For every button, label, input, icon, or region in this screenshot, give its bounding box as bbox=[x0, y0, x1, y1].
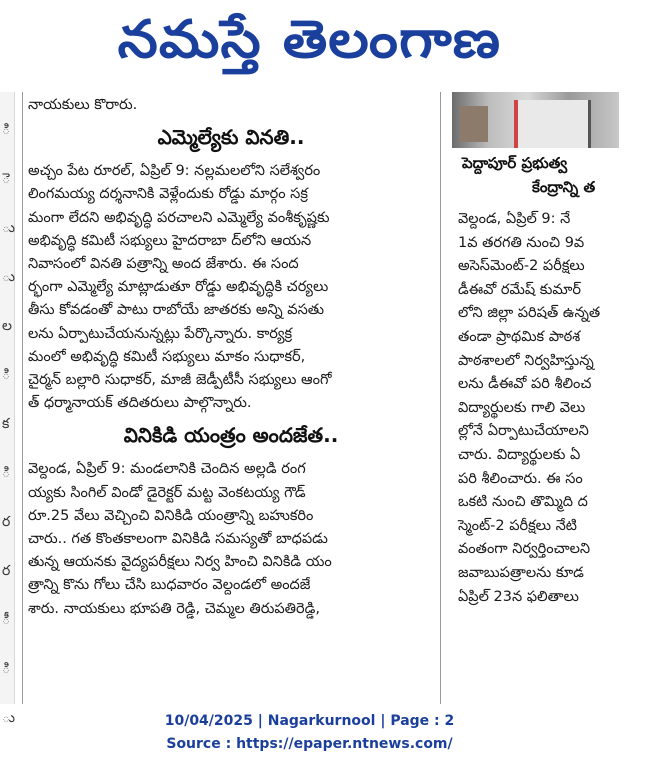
story-heading: కేంద్రాన్ని త bbox=[532, 178, 596, 196]
text-line: లను డీఈవో పరి శీలించ bbox=[458, 376, 592, 393]
edge-fragment: క bbox=[2, 416, 10, 432]
edge-fragment: ల bbox=[2, 318, 12, 334]
text-line: య్యకు సింగిల్ విండో డైరెక్టర్ మట్ట వెంకటయ్య గౌడ్ bbox=[28, 484, 306, 501]
main-article-column bbox=[28, 92, 434, 704]
text-line: ఒకటి నుంచి తొమ్మిది ద bbox=[458, 494, 588, 511]
text-line: త్రాన్ని కొను గోలు చేసి బుధవారం వెల్దండలో అందజే bbox=[28, 577, 311, 594]
text-line: వెల్దండ, ఏప్రిల్ 9: నే bbox=[458, 211, 571, 227]
text-line: ఏప్రిల్ 23న ఫలితాలు bbox=[458, 588, 579, 605]
masthead bbox=[0, 0, 619, 92]
edge-fragment: ు bbox=[2, 220, 15, 236]
text-line: లను ఏర్పాటుచేయనున్నట్లు పేర్కొన్నారు. కార్యక్ర bbox=[28, 325, 293, 342]
text-line: ర్భంగా ఎమ్మెల్యే మాట్లాడుతూ రోడ్డు అభివృద్ధికి చర్యలు bbox=[28, 279, 329, 296]
right-article-column bbox=[446, 92, 619, 704]
edge-fragment: ె bbox=[2, 171, 11, 187]
column-divider bbox=[22, 92, 23, 704]
text-line: స్మెంట్-2 పరీక్షలు నేటి bbox=[458, 517, 577, 534]
text-line: మంలో అభివృద్ధి కమిటీ సభ్యులు మాకం సుధాకర్, bbox=[28, 348, 306, 365]
story-heading: పెద్దాపూర్ ప్రభుత్వ bbox=[462, 154, 568, 172]
edge-fragment: ర bbox=[2, 563, 11, 579]
text-line: పరి శీలించారు. ఈ సం bbox=[458, 470, 583, 487]
column-divider bbox=[440, 92, 441, 704]
text-line: వంతంగా నిర్వర్తించాలని bbox=[458, 541, 591, 558]
text-line: లోని జిల్లా పరిషత్ ఉన్నత bbox=[458, 305, 601, 322]
edge-fragment: ర bbox=[2, 514, 11, 530]
edge-fragment: ి bbox=[2, 122, 11, 138]
edge-fragment: ి bbox=[2, 661, 11, 677]
text-line: తున్న ఆయనకు వైద్యపరీక్షలు నిర్వ హించి వినికిడి యం bbox=[28, 554, 332, 571]
text-line: వెల్దండ, ఏప్రిల్ 9: మండలానికి చెందిన అల్లడి రంగ bbox=[28, 461, 306, 478]
text-line: లింగమయ్య దర్శనానికి వెళ్లేందుకు రోడ్డు మార్గం సక్ర bbox=[28, 186, 308, 203]
text-line: మంగా లేదని అభివృద్ధి పరచాలని ఎమ్మెల్యే వంశీకృష్ణకు bbox=[28, 209, 330, 226]
story-heading: ఎమ్మెల్యేకు వినతి.. bbox=[157, 125, 305, 150]
story-body bbox=[28, 160, 434, 415]
story-body bbox=[458, 208, 658, 609]
story-body bbox=[28, 458, 434, 620]
edge-fragment: ి bbox=[2, 367, 11, 383]
edge-fragment: ీ bbox=[2, 612, 11, 628]
edge-fragment: ు bbox=[2, 710, 15, 726]
text-line: అసెస్‌మెంట్-2 పరీక్షలు bbox=[458, 258, 585, 275]
text-line: చారు.. గత కొంతకాలంగా వినికిడి సమస్యతో బాధపడు bbox=[28, 531, 328, 548]
left-column-edge bbox=[0, 92, 15, 726]
text-line: అభివృద్ధి కమిటీ సభ్యులు హైదరాబా ద్‌లోని ఆయన bbox=[28, 232, 312, 249]
text-line: తీసు కోవడంతో పాటు రాబోయే జాతరకు అన్ని వసతు bbox=[28, 302, 325, 319]
text-line: నివాసంలో వినతి పత్రాన్ని అంద జేశారు. ఈ సంద bbox=[28, 256, 299, 273]
edge-fragment: ు bbox=[2, 269, 15, 285]
edition-info: 10/04/2025 | Nagarkurnool | Page : 2 bbox=[164, 713, 455, 729]
news-photo bbox=[452, 92, 619, 148]
text-line: తండా ప్రాథమిక పాఠశ bbox=[458, 328, 581, 345]
text-line: శారు. నాయకులు భూపతి రెడ్డి, చెమ్మల తిరుపతిరెడ్డి, bbox=[28, 600, 320, 617]
text-line: త్ ధర్మానాయక్ తదితరులు పాల్గొన్నారు. bbox=[28, 395, 252, 412]
text-line: రూ.25 వేలు వెచ్చించి వినికిడి యంత్రాన్ని బహుకరిం bbox=[28, 507, 314, 524]
text-line: జవాబుపత్రాలను కూడ bbox=[458, 564, 584, 581]
text-line: పాఠశాలలో నిర్వహిస్తున్న bbox=[458, 352, 594, 369]
edge-fragment: ి bbox=[2, 465, 11, 481]
text-line: అచ్చం పేట రూరల్, ఏప్రిల్ 9: నల్లమలలోని సలేశ్వరం bbox=[28, 163, 321, 180]
text-line: చారు. విద్యార్థులకు ఏ bbox=[458, 446, 581, 463]
clipping-footer bbox=[0, 710, 619, 770]
lead-line: నాయకులు కొరారు. bbox=[28, 97, 138, 113]
story-heading: వినికిడి యంత్రం అందజేత.. bbox=[123, 423, 339, 448]
text-line: చైర్మన్ బల్లారి సుధాకర్, మాజీ జెడ్పీటీసీ సభ్యులు ఆంగో bbox=[28, 372, 332, 389]
text-line: విద్యార్థులకు గాలి వెలు bbox=[458, 399, 586, 416]
text-line: 1వ తరగతి నుంచి 9వ bbox=[458, 234, 585, 251]
newspaper-logo: నమస్తే తెలంగాణ bbox=[117, 9, 502, 70]
text-line: డీఈవో రమేష్ కుమార్ bbox=[458, 281, 581, 298]
text-line: ల్లోనే ఏర్పాటుచేయాలని bbox=[458, 423, 589, 440]
source-link: Source : https://epaper.ntnews.com/ bbox=[166, 736, 453, 752]
